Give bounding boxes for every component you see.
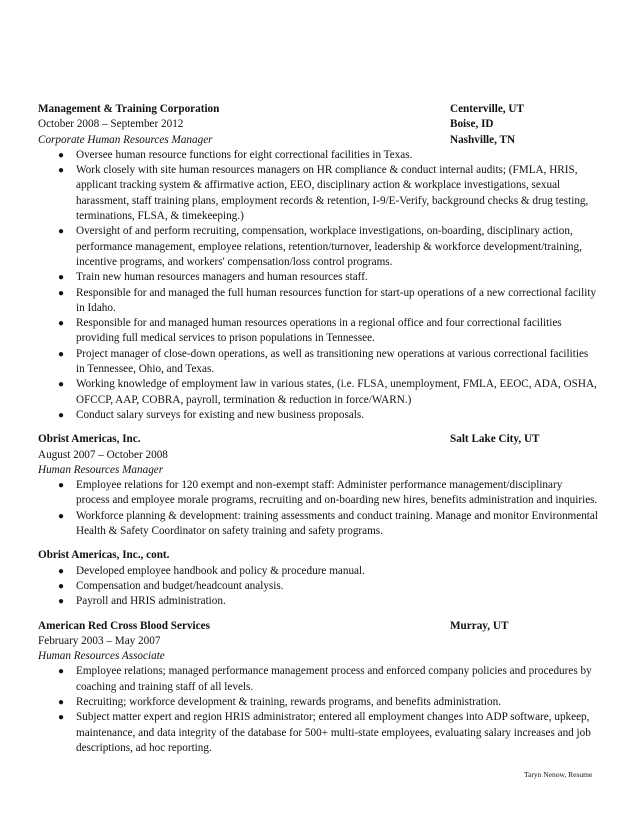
job-location: Centerville, UT	[450, 103, 524, 115]
bullet-list	[38, 564, 598, 610]
bullet-icon: ●	[58, 712, 65, 724]
list-item: ● Employee relations for 120 exempt and non-exempt staff: Administer performance management/disciplinary process and employee morale programs, recruiting and on-boarding new hires, benefits administration and inquiries.	[58, 479, 598, 507]
bullet-icon: ●	[58, 596, 65, 608]
job-title-row	[38, 133, 598, 148]
job-title: Corporate Human Resources Manager	[38, 133, 213, 146]
job-location: Boise, ID	[450, 118, 494, 131]
company-name: Obrist Americas, Inc.	[38, 433, 141, 446]
company-name: American Red Cross Blood Services	[38, 619, 210, 632]
list-item: ● Oversee human resource functions for eight correctional facilities in Texas.	[38, 148, 598, 163]
job-title: Human Resources Associate	[38, 650, 165, 663]
bullet-icon: ●	[58, 409, 65, 421]
list-item: ● Compensation and budget/headcount analysis.	[38, 579, 598, 594]
list-item: ● Developed employee handbook and policy & procedure manual.	[38, 564, 598, 579]
company-name: Obrist Americas, Inc., cont.	[38, 549, 170, 562]
job-dates: February 2003 – May 2007	[38, 634, 161, 647]
list-item: ● Work closely with site human resources managers on HR compliance & conduct internal audits; (FMLA, HRIS, applicant tracking system & affirmative action, EEO, disciplinary action & workplace investigations, sexual harassment, staff training plans, employment records & retention, I-9/E-Verify, background checks & drug testing, terminations, FLSA, & timekeeping.)	[58, 164, 589, 223]
list-item: ● Conduct salary surveys for existing and new business proposals.	[38, 408, 598, 423]
list-item: ● Recruiting; workforce development & training, rewards programs, and benefits administration.	[38, 695, 598, 710]
bullet-list	[38, 478, 598, 539]
job-section	[38, 548, 598, 609]
bullet-list	[38, 664, 598, 756]
list-item: ● Responsible for and managed human resources operations in a regional office and four correctional facilities providing full medical services to prison populations in Tennessee.	[58, 317, 562, 345]
job-section	[38, 102, 598, 423]
job-location: Nashville, TN	[450, 133, 516, 146]
job-title-row	[38, 463, 598, 478]
job-section	[38, 432, 598, 539]
bullet-icon: ●	[58, 565, 65, 577]
job-location: Murray, UT	[450, 619, 509, 632]
list-item: ● Train new human resources managers and human resources staff.	[38, 270, 598, 285]
job-header	[38, 102, 598, 117]
list-item: ● Payroll and HRIS administration.	[38, 594, 598, 609]
resume-page	[38, 102, 598, 765]
bullet-icon: ●	[58, 318, 65, 330]
job-section	[38, 619, 598, 757]
bullet-icon: ●	[58, 226, 65, 238]
bullet-list	[38, 148, 598, 423]
bullet-icon: ●	[58, 149, 65, 161]
bullet-icon: ●	[58, 510, 65, 522]
list-item: ● Responsible for and managed the full human resources function for start-up operations of a new correctional facility in Idaho.	[58, 286, 597, 314]
job-header	[38, 432, 598, 447]
job-title: Human Resources Manager	[38, 463, 164, 476]
company-name: Management & Training Corporation	[38, 103, 220, 115]
bullet-icon: ●	[58, 480, 65, 492]
list-item: ● Subject matter expert and region HRIS administrator; entered all employment changes into ADP software, upkeep, maintenance, and data integrity of the database for 500+ multi-state employees, evaluating salary increases and job descriptions, ad hoc reporting.	[58, 711, 591, 754]
bullet-icon: ●	[58, 165, 65, 177]
job-dates: October 2008 – September 2012	[38, 118, 184, 131]
job-location: Salt Lake City, UT	[450, 433, 540, 446]
job-header	[38, 619, 598, 634]
bullet-icon: ●	[58, 348, 65, 360]
bullet-icon: ●	[58, 696, 65, 708]
page-footer: Taryn Nenow, Resume	[524, 770, 593, 779]
job-dates-row	[38, 448, 598, 463]
job-dates-row	[38, 117, 598, 132]
list-item: ● Working knowledge of employment law in various states, (i.e. FLSA, unemployment, FMLA, EEOC, ADA, OSHA, OFCCP, AAP, COBRA, payroll, termination & reduction in force/WARN.)	[58, 378, 597, 406]
job-dates-row	[38, 634, 598, 649]
bullet-icon: ●	[58, 666, 65, 678]
bullet-icon: ●	[58, 287, 65, 299]
list-item: ● Project manager of close-down operations, as well as transitioning new operations at various correctional facilities in Tennessee, Ohio, and Texas.	[58, 347, 589, 376]
bullet-icon: ●	[58, 580, 65, 592]
list-item: ● Workforce planning & development: training assessments and conduct training. Manage and monitor Environmental Health & Safety Coordinator on safety training and safety programs.	[58, 509, 598, 538]
bullet-icon: ●	[58, 379, 65, 391]
bullet-icon: ●	[58, 272, 65, 284]
list-item: ● Employee relations; managed performance management process and enforced company policies and procedures by coaching and training staff of all levels.	[58, 665, 592, 693]
job-header	[38, 548, 598, 563]
job-title-row	[38, 649, 598, 664]
list-item: ● Oversight of and perform recruiting, compensation, workplace investigations, on-boarding, disciplinary action, performance management, employee relations, retention/turnover, leadership & workforce development/training, incentive programs, and workers' compensation/loss control programs.	[58, 225, 582, 268]
job-dates: August 2007 – October 2008	[38, 448, 168, 461]
